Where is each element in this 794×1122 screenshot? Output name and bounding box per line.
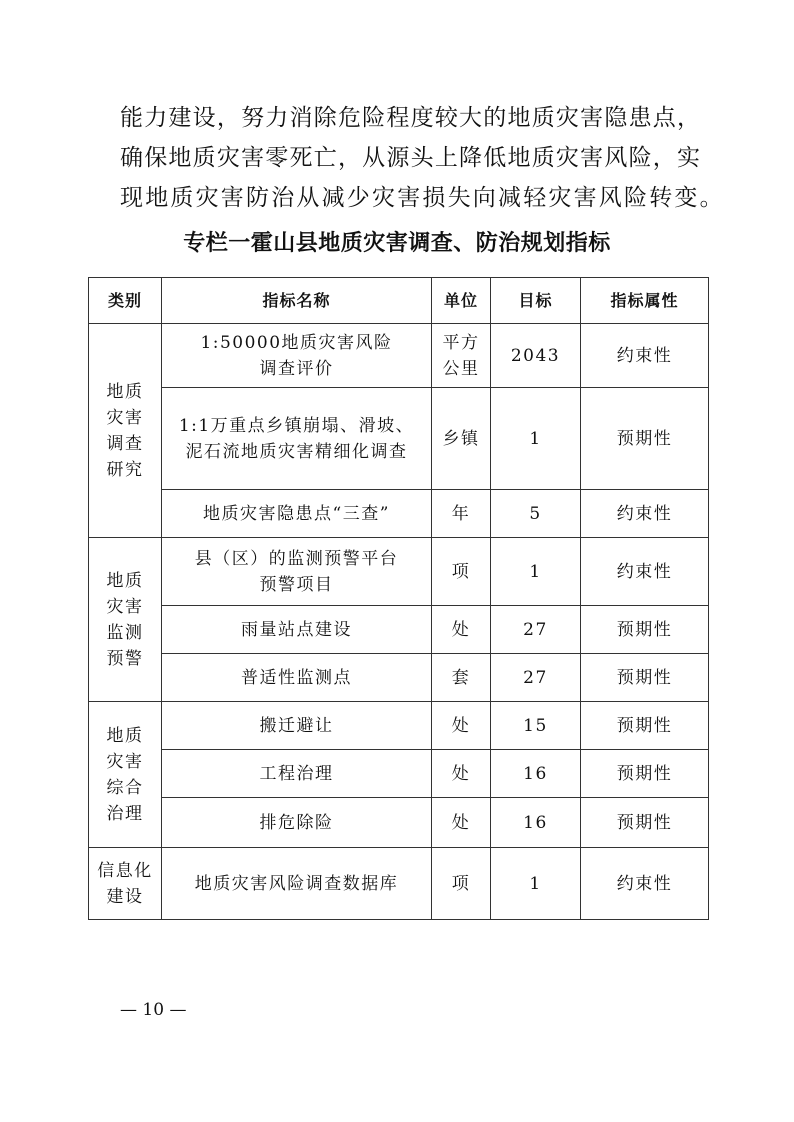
- header-unit: 单位: [432, 278, 491, 324]
- target-cell: 2043: [491, 324, 581, 388]
- unit-cell: 处: [432, 606, 491, 654]
- unit-cell: 处: [432, 750, 491, 798]
- target-cell: 1: [491, 388, 581, 490]
- unit-cell: 年: [432, 490, 491, 538]
- category-cell: 地质 灾害 调查 研究: [89, 324, 162, 538]
- table-row: [89, 538, 709, 606]
- target-cell: 1: [491, 848, 581, 920]
- page-number: — 10 —: [120, 1000, 187, 1020]
- target-cell: 27: [491, 654, 581, 702]
- indicator-name: 1:50000地质灾害风险 调查评价: [162, 324, 432, 388]
- category-cell: 信息化 建设: [89, 848, 162, 920]
- indicator-table: [88, 277, 709, 920]
- table-row: [89, 702, 709, 750]
- attribute-cell: 约束性: [581, 490, 709, 538]
- category-cell: 地质 灾害 监测 预警: [89, 538, 162, 702]
- paragraph-line: 现地质灾害防治从减少灾害损失向减轻灾害风险转变。: [120, 185, 725, 211]
- table-title: 专栏一霍山县地质灾害调查、防治规划指标: [183, 231, 611, 256]
- indicator-name: 搬迁避让: [162, 702, 432, 750]
- table-row: [89, 654, 709, 702]
- indicator-name: 排危除险: [162, 798, 432, 848]
- attribute-cell: 预期性: [581, 606, 709, 654]
- unit-cell: 项: [432, 538, 491, 606]
- target-cell: 16: [491, 798, 581, 848]
- table-header-row: [89, 278, 709, 324]
- target-cell: 5: [491, 490, 581, 538]
- paragraph-line: 能力建设，努力消除危险程度较大的地质灾害隐患点，: [120, 105, 700, 131]
- header-category: 类别: [89, 278, 162, 324]
- attribute-cell: 预期性: [581, 750, 709, 798]
- attribute-cell: 约束性: [581, 324, 709, 388]
- attribute-cell: 预期性: [581, 388, 709, 490]
- unit-cell: 处: [432, 702, 491, 750]
- unit-cell: 处: [432, 798, 491, 848]
- paragraph-line: 确保地质灾害零死亡，从源头上降低地质灾害风险，实: [120, 145, 700, 171]
- indicator-name: 地质灾害隐患点“三查”: [162, 490, 432, 538]
- table-row: [89, 798, 709, 848]
- body-paragraph: [120, 98, 725, 218]
- table-row: [89, 750, 709, 798]
- header-target: 目标: [491, 278, 581, 324]
- target-cell: 27: [491, 606, 581, 654]
- indicator-name: 普适性监测点: [162, 654, 432, 702]
- unit-cell: 项: [432, 848, 491, 920]
- unit-cell: 套: [432, 654, 491, 702]
- table-row: [89, 490, 709, 538]
- indicator-name: 县（区）的监测预警平台 预警项目: [162, 538, 432, 606]
- indicator-name: 工程治理: [162, 750, 432, 798]
- indicator-name: 地质灾害风险调查数据库: [162, 848, 432, 920]
- target-cell: 1: [491, 538, 581, 606]
- target-cell: 16: [491, 750, 581, 798]
- attribute-cell: 预期性: [581, 654, 709, 702]
- table-row: [89, 848, 709, 920]
- target-cell: 15: [491, 702, 581, 750]
- unit-cell: 乡镇: [432, 388, 491, 490]
- header-attribute: 指标属性: [581, 278, 709, 324]
- unit-cell: 平方 公里: [432, 324, 491, 388]
- attribute-cell: 预期性: [581, 798, 709, 848]
- attribute-cell: 约束性: [581, 848, 709, 920]
- header-name: 指标名称: [162, 278, 432, 324]
- table-row: [89, 606, 709, 654]
- indicator-name: 雨量站点建设: [162, 606, 432, 654]
- table-row: [89, 324, 709, 388]
- indicator-name: 1:1万重点乡镇崩塌、滑坡、 泥石流地质灾害精细化调查: [162, 388, 432, 490]
- table-row: [89, 388, 709, 490]
- category-cell: 地质 灾害 综合 治理: [89, 702, 162, 848]
- attribute-cell: 约束性: [581, 538, 709, 606]
- attribute-cell: 预期性: [581, 702, 709, 750]
